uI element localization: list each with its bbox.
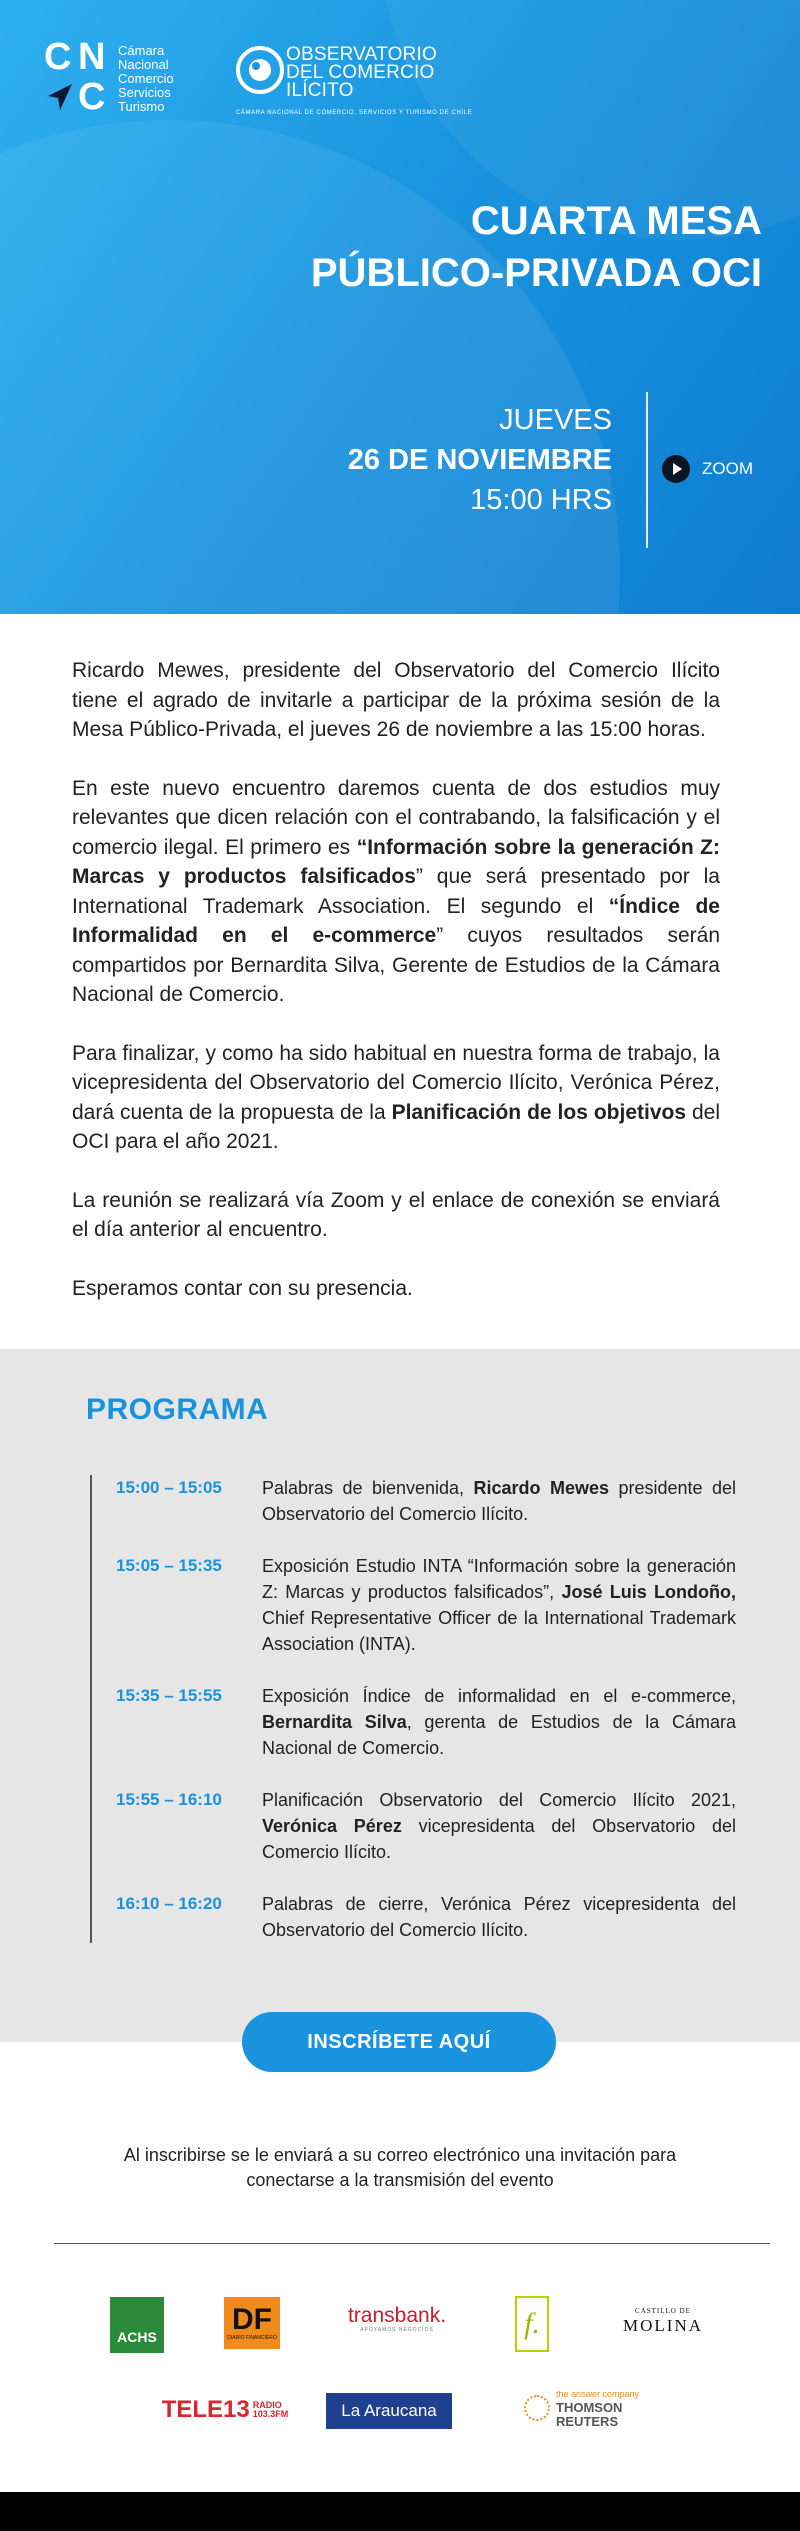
cnc-logo-mark: [42, 38, 108, 118]
paragraph: [72, 774, 720, 1010]
study-title: “Índice de Informalidad en el e-commerce: [72, 894, 720, 947]
program-item: [92, 1891, 736, 1943]
program-item: [92, 1553, 736, 1657]
text: Palabras de cierre, Verónica Pérez vicepresidenta del Observatorio del Comercio Ilícito.: [262, 1894, 736, 1940]
oci-logo-text: [286, 46, 437, 100]
cnc-logo-line: Nacional: [118, 57, 169, 72]
paragraph: La reunión se realizará vía Zoom y el enlace de conexión se enviará el día anterior al encuentro.: [72, 1188, 720, 1241]
text: vicepresidenta del Observatorio del Comercio Ilícito.: [262, 1816, 736, 1862]
event-day: JUEVES: [499, 404, 612, 436]
df-logo-subtitle: DIARIO FINANCIERO: [227, 2335, 277, 2341]
text: , gerenta de Estudios de la Cámara Nacional de Comercio.: [262, 1712, 737, 1758]
note-line: Al inscribirse se le enviará a su correo electrónico una invitación para: [123, 2145, 677, 2165]
register-button[interactable]: INSCRÍBETE AQUÍ: [242, 2012, 556, 2072]
cnc-logo-text: [118, 44, 174, 114]
oci-logo: [236, 40, 473, 122]
cnc-letter: C: [44, 36, 72, 78]
divider: [54, 2243, 770, 2244]
program-time: 15:55 – 16:10: [116, 1790, 222, 1809]
oci-logo-line: OBSERVATORIO: [286, 44, 437, 65]
text: Para finalizar, y como ha sido habitual en nuestra forma de trabajo, la vicepresidenta del Observatorio del Comercio Ilícito, Verónica Pérez, dará cuenta de la propuesta de la: [72, 1041, 720, 1124]
footer-bar: [0, 2492, 800, 2531]
title-line: CUARTA MESA: [470, 199, 762, 243]
text: Exposición Índice de informalidad en el e-commerce,: [262, 1686, 736, 1706]
event-date-text: 26 DE NOVIEMBRE: [347, 444, 612, 476]
radio-text: RADIO: [252, 2400, 282, 2410]
program-description: [262, 1891, 736, 1943]
event-date: [348, 400, 612, 520]
program-time: 16:10 – 16:20: [116, 1894, 222, 1913]
paragraph: Esperamos contar con su presencia.: [72, 1276, 413, 1300]
invitation-body: [72, 656, 720, 1332]
title-line: PÚBLICO-PRIVADA OCI: [310, 251, 762, 295]
transbank-logo-subtitle: APOYAMOS NEGOCIOS: [360, 2327, 434, 2333]
oci-logo-line: DEL COMERCIO: [286, 62, 435, 83]
program-time: 15:35 – 15:55: [116, 1686, 222, 1705]
text: Chief Representative Officer de la International Trademark Association (INTA).: [262, 1608, 736, 1654]
program-description: [262, 1475, 736, 1527]
program-item: [92, 1475, 736, 1527]
achs-logo: ACHS: [110, 2297, 164, 2353]
cnc-logo-line: Servicios: [118, 85, 171, 100]
registration-note: [80, 2143, 720, 2193]
zoom-label: ZOOM: [702, 459, 753, 478]
molina-logo-name: MOLINA: [623, 2316, 703, 2335]
molina-logo-top: CASTILLO DE: [635, 2307, 691, 2315]
program-description: [262, 1683, 736, 1761]
cnc-letter: C: [78, 76, 106, 118]
speaker: Verónica Pérez: [262, 1816, 402, 1836]
program-section: [0, 1349, 800, 2042]
program-description: [262, 1787, 736, 1865]
cnc-logo-line: Turismo: [118, 99, 165, 114]
thomson-reuters-logo: [524, 2388, 674, 2428]
divider: [646, 392, 648, 548]
cnc-logo: [42, 38, 192, 118]
speaker: Bernardita Silva: [262, 1712, 407, 1732]
program-time: 15:05 – 15:35: [116, 1556, 222, 1575]
play-icon: [662, 455, 690, 483]
la-araucana-logo: La Araucana: [326, 2393, 452, 2429]
program-list: [90, 1475, 736, 1943]
text: Palabras de bienvenida,: [262, 1478, 474, 1498]
text: Planificación Observatorio del Comercio Ilícito 2021,: [262, 1790, 736, 1810]
note-line: conectarse a la transmisión del evento: [246, 2170, 554, 2190]
df-logo: [224, 2297, 280, 2349]
df-logo-text: DF: [232, 2303, 272, 2336]
cnc-logo-line: Comercio: [118, 71, 174, 86]
event-time: 15:00 HRS: [470, 484, 612, 516]
hero-banner: [0, 0, 800, 614]
zoom-link[interactable]: [662, 455, 753, 483]
radio-label: [253, 2401, 289, 2419]
text: En este nuevo encuentro daremos cuenta de dos estudios muy relevantes que dicen relación con el contrabando, la falsificación y el comercio ilegal. El primero es: [72, 776, 720, 859]
cnc-logo-line: Cámara: [118, 43, 165, 58]
castillo-de-molina-logo: [608, 2299, 718, 2343]
oci-logo-line: ILÍCITO: [286, 80, 354, 101]
oci-logo-subtitle: CÁMARA NACIONAL DE COMERCIO, SERVICIOS Y TURISMO DE CHILE: [236, 110, 473, 116]
tele13-logo-text: TELE13: [161, 2396, 250, 2423]
falabella-logo: f.: [515, 2296, 549, 2352]
page-title: [311, 195, 762, 299]
text: ” cuyos resultados serán compartidos por Bernardita Silva, Gerente de Estudios de la Cámara Nacional de Comercio.: [72, 924, 720, 1006]
program-description: [262, 1553, 736, 1657]
company-name: THOMSON REUTERS: [556, 2400, 623, 2429]
transbank-logo: [338, 2302, 456, 2336]
text: Exposición Estudio INTA “Información sobre la generación Z: Marcas y productos falsificados”,: [262, 1556, 736, 1602]
text: presidente del Observatorio del Comercio Ilícito.: [262, 1478, 736, 1524]
compass-arrow-icon: [46, 82, 74, 112]
thomson-reuters-mark-icon: [524, 2395, 550, 2421]
transbank-logo-text: transbank.: [347, 2304, 447, 2327]
tagline: the answer company: [556, 2389, 640, 2399]
tele13-radio-logo: [161, 2390, 289, 2430]
text: del OCI para el año 2021.: [72, 1100, 720, 1153]
cnc-letter: N: [78, 36, 106, 78]
program-time: 15:00 – 15:05: [116, 1478, 222, 1497]
thomson-reuters-text: [556, 2387, 674, 2429]
program-item: [92, 1683, 736, 1761]
highlight: Planificación de los objetivos: [391, 1100, 687, 1124]
section-title: PROGRAMA: [86, 1393, 269, 1426]
paragraph: [72, 1039, 720, 1157]
speaker: José Luis Londoño,: [561, 1582, 736, 1602]
text: ” que será presentado por la International Trademark Association. El segundo el: [72, 865, 720, 918]
speaker: Ricardo Mewes: [473, 1478, 609, 1498]
eye-icon: [236, 40, 284, 104]
program-item: [92, 1787, 736, 1865]
paragraph: Ricardo Mewes, presidente del Observatorio del Comercio Ilícito tiene el agrado de invitarle a participar de la próxima sesión de la Mesa Público-Privada, el jueves 26 de noviembre a las 15:00 horas.: [72, 659, 720, 741]
radio-frequency: 103.3FM: [252, 2409, 289, 2419]
study-title: “Información sobre la generación Z: Marcas y productos falsificados: [72, 835, 720, 888]
